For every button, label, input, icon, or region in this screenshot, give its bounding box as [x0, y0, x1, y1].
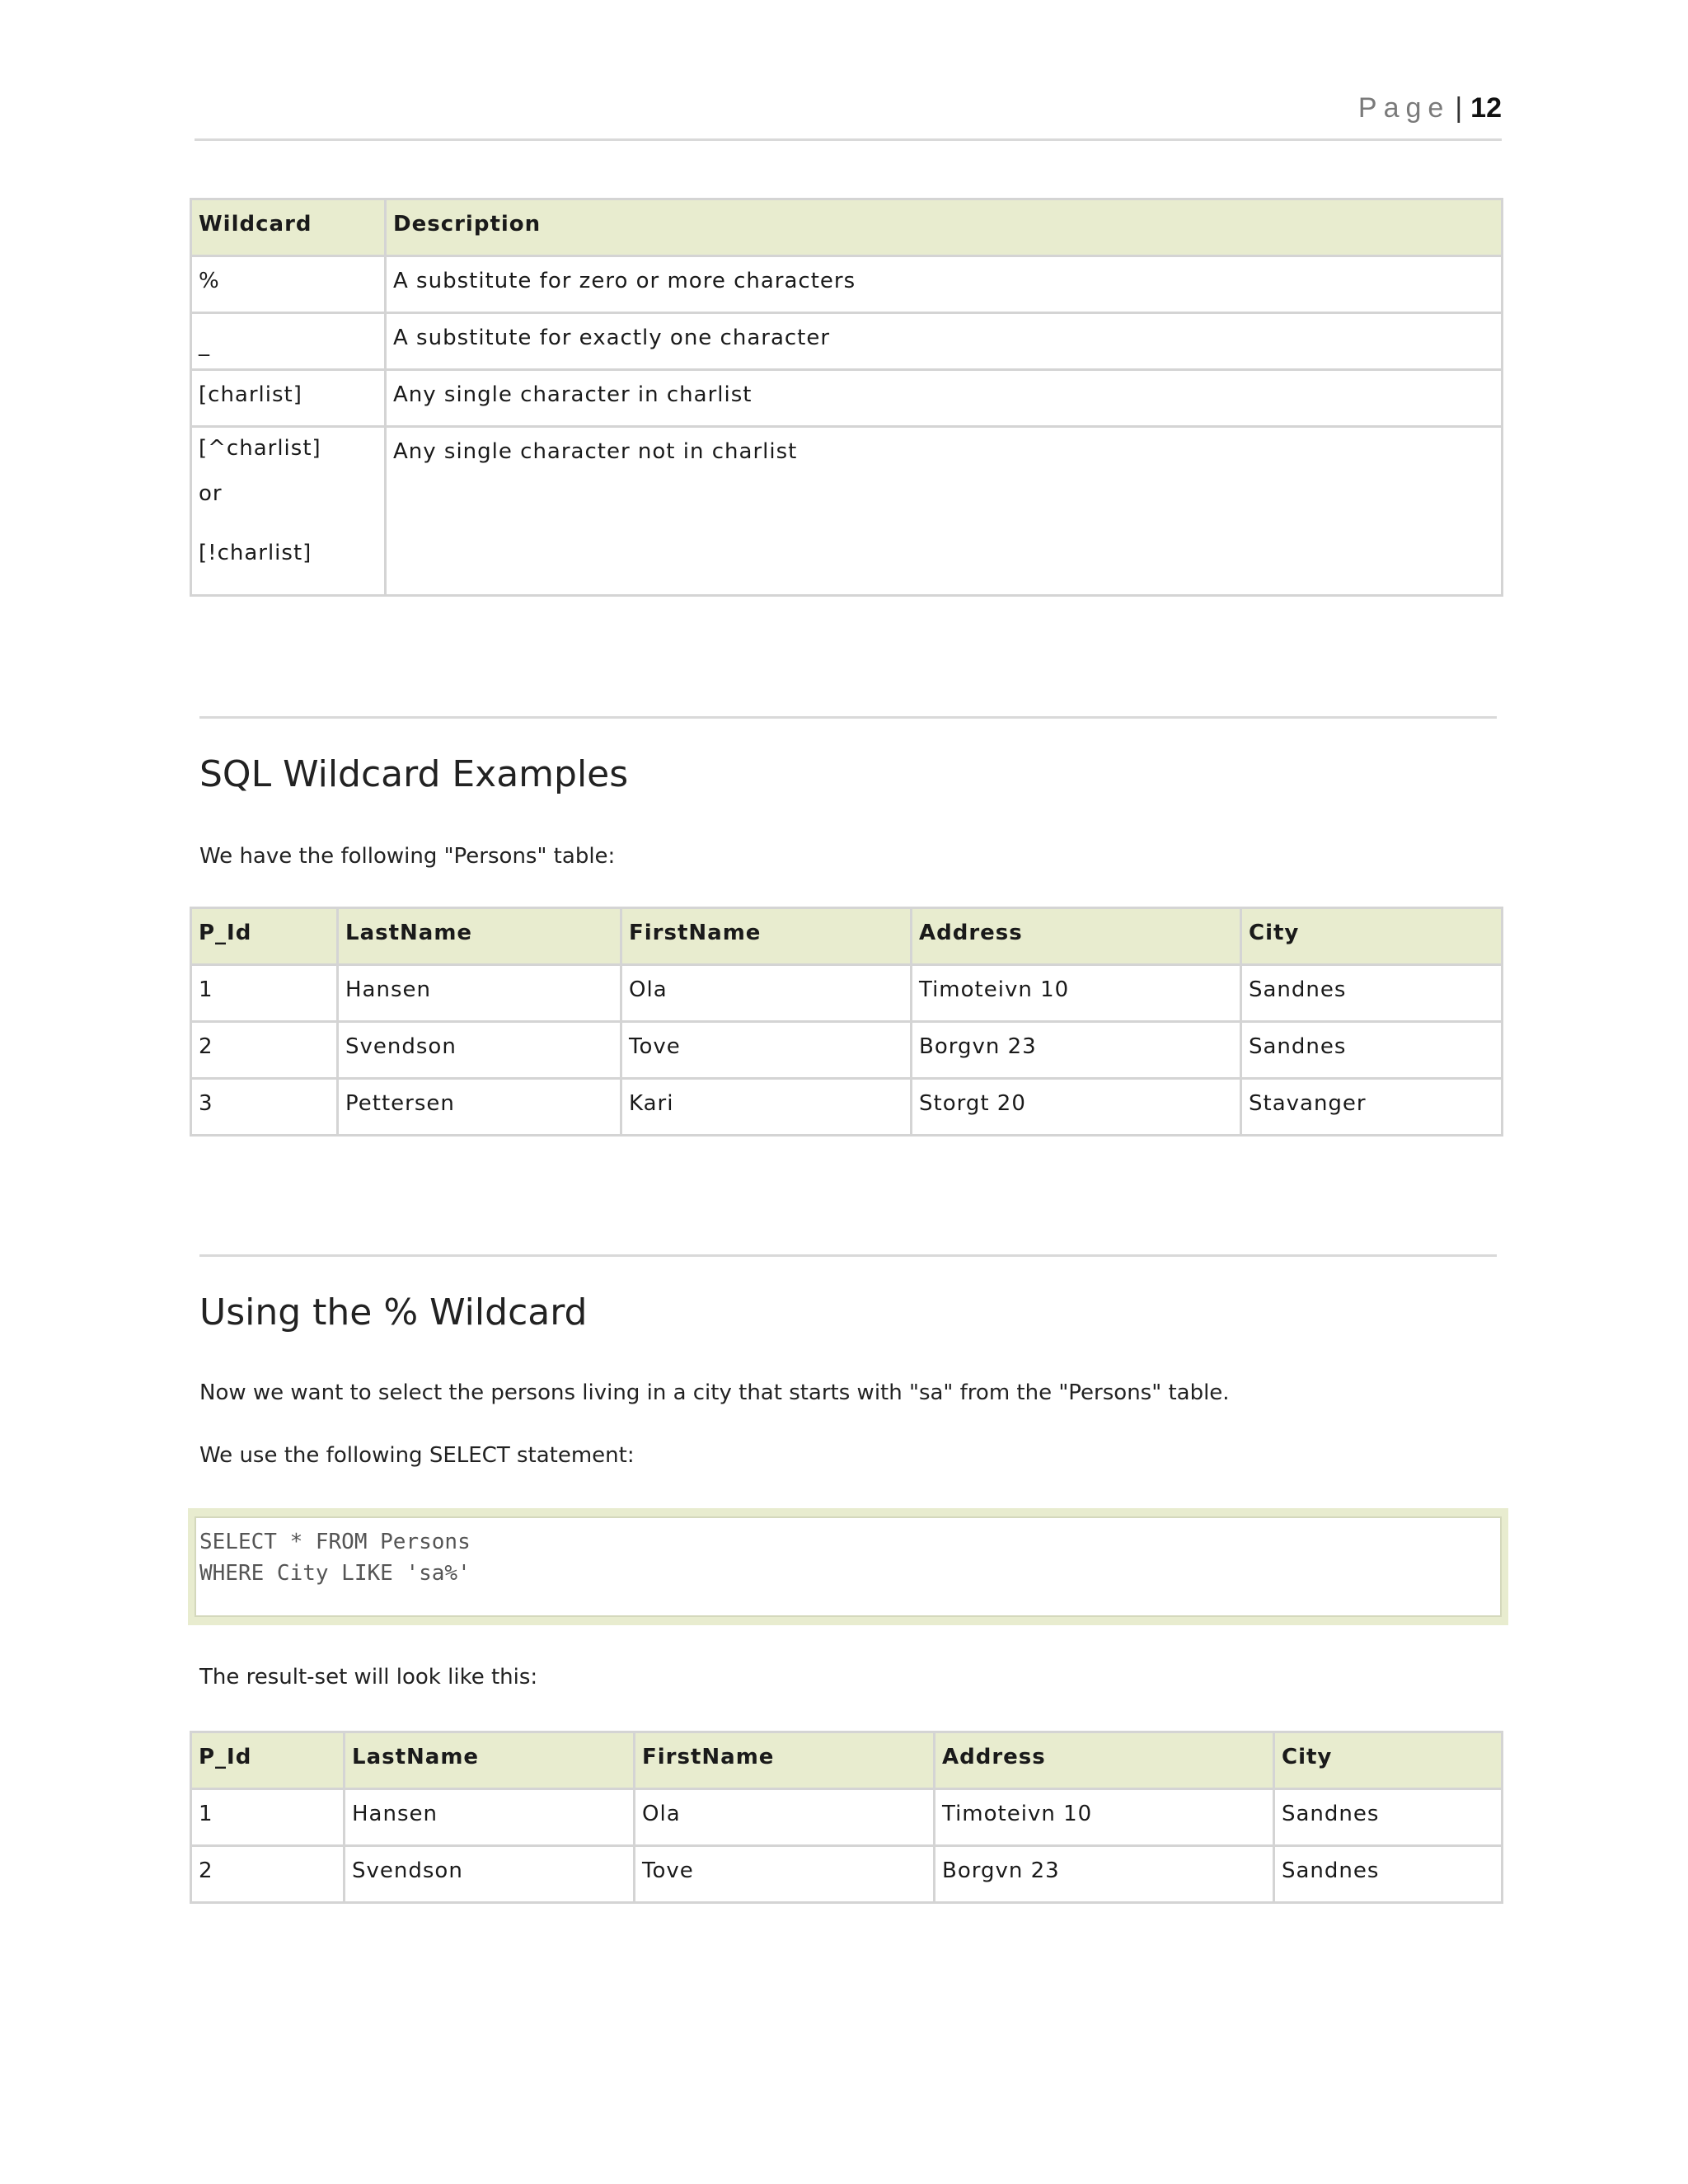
- table-cell: Sandnes: [1274, 1789, 1503, 1846]
- examples-intro: We have the following "Persons" table:: [199, 844, 616, 869]
- table-cell: Sandnes: [1241, 965, 1503, 1022]
- column-header-address: Address: [935, 1732, 1274, 1789]
- table-cell: Tove: [635, 1846, 935, 1903]
- table-cell: Hansen: [338, 965, 621, 1022]
- table-cell: Sandnes: [1274, 1846, 1503, 1903]
- column-header-city: City: [1241, 908, 1503, 965]
- description-cell: A substitute for exactly one character: [386, 313, 1503, 370]
- table-cell: 3: [191, 1079, 338, 1136]
- table-cell: Ola: [635, 1789, 935, 1846]
- column-header-firstname: FirstName: [621, 908, 912, 965]
- table-row: [191, 1022, 1503, 1079]
- table-row: [191, 313, 1503, 370]
- description-cell: Any single character not in charlist: [386, 427, 1503, 596]
- page-header: Page | 12: [195, 92, 1502, 141]
- wildcard-line: [^charlist]: [199, 436, 321, 461]
- code-line: SELECT * FROM Persons: [199, 1530, 471, 1554]
- table-cell: Tove: [621, 1022, 912, 1079]
- table-cell: Sandnes: [1241, 1022, 1503, 1079]
- table-cell: Pettersen: [338, 1079, 621, 1136]
- percent-description: Now we want to select the persons living in a city that starts with "sa" from the "Persons" table.: [199, 1380, 1230, 1405]
- table-row: [191, 1846, 1503, 1903]
- page-number: 12: [1470, 92, 1502, 124]
- table-cell: Timoteivn 10: [935, 1789, 1274, 1846]
- wildcard-cell: %: [191, 256, 386, 313]
- code-line: WHERE City LIKE 'sa%': [199, 1561, 471, 1586]
- column-header-description: Description: [386, 199, 1503, 256]
- table-row: [191, 370, 1503, 427]
- persons-table: [190, 907, 1503, 1137]
- table-row: [191, 1079, 1503, 1136]
- column-header-pid: P_Id: [191, 908, 338, 965]
- column-header-lastname: LastName: [338, 908, 621, 965]
- wildcards-table: [190, 198, 1503, 597]
- code-block: [188, 1508, 1508, 1625]
- table-header-row: [191, 199, 1503, 256]
- result-table: [190, 1731, 1503, 1904]
- table-row: [191, 965, 1503, 1022]
- result-intro: The result-set will look like this:: [199, 1665, 538, 1690]
- table-header-row: [191, 1732, 1503, 1789]
- wildcard-cell-multiline: [191, 427, 386, 596]
- table-header-row: [191, 908, 1503, 965]
- section-heading-examples: SQL Wildcard Examples: [199, 753, 629, 795]
- table-cell: Storgt 20: [912, 1079, 1241, 1136]
- description-cell: Any single character in charlist: [386, 370, 1503, 427]
- table-cell: Stavanger: [1241, 1079, 1503, 1136]
- table-row: [191, 1789, 1503, 1846]
- table-row: [191, 427, 1503, 596]
- table-cell: Svendson: [338, 1022, 621, 1079]
- select-statement-intro: We use the following SELECT statement:: [199, 1443, 635, 1468]
- column-header-lastname: LastName: [345, 1732, 635, 1789]
- table-cell: Borgvn 23: [935, 1846, 1274, 1903]
- column-header-firstname: FirstName: [635, 1732, 935, 1789]
- table-row: [191, 256, 1503, 313]
- wildcard-line: [!charlist]: [199, 541, 312, 565]
- column-header-address: Address: [912, 908, 1241, 965]
- column-header-city: City: [1274, 1732, 1503, 1789]
- table-cell: Timoteivn 10: [912, 965, 1241, 1022]
- section-divider: [199, 1254, 1497, 1257]
- table-cell: 1: [191, 965, 338, 1022]
- table-cell: Ola: [621, 965, 912, 1022]
- section-divider: [199, 716, 1497, 719]
- table-cell: Kari: [621, 1079, 912, 1136]
- table-cell: Svendson: [345, 1846, 635, 1903]
- wildcard-cell: _: [191, 313, 386, 370]
- table-cell: Hansen: [345, 1789, 635, 1846]
- column-header-wildcard: Wildcard: [191, 199, 386, 256]
- table-cell: 1: [191, 1789, 345, 1846]
- code-content[interactable]: [195, 1516, 1502, 1617]
- wildcard-line: or: [199, 481, 223, 506]
- table-cell: 2: [191, 1022, 338, 1079]
- page-word: Page: [1357, 92, 1451, 124]
- wildcard-cell: [charlist]: [191, 370, 386, 427]
- section-heading-percent-wildcard: Using the % Wildcard: [199, 1291, 588, 1333]
- description-cell: A substitute for zero or more characters: [386, 256, 1503, 313]
- table-cell: Borgvn 23: [912, 1022, 1241, 1079]
- table-cell: 2: [191, 1846, 345, 1903]
- column-header-pid: P_Id: [191, 1732, 345, 1789]
